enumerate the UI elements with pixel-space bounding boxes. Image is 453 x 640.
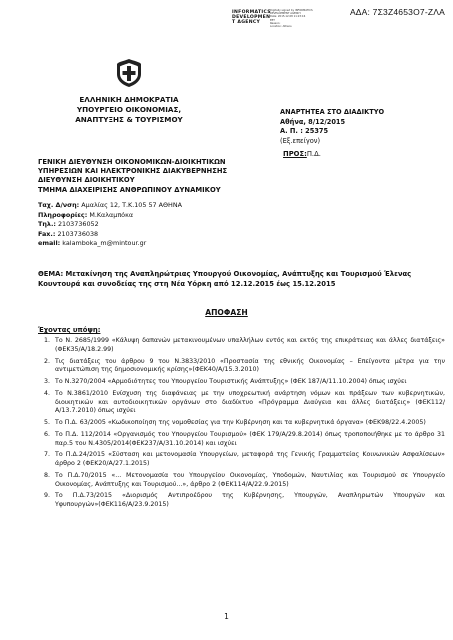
directorate-line: ΤΜΗΜΑ ΔΙΑΧΕΙΡΙΣΗΣ ΑΝΘΡΩΠΙΝΟΥ ΔΥΝΑΜΙΚΟΥ bbox=[38, 185, 221, 194]
signature-detail-line: Location: Athens bbox=[270, 25, 292, 29]
email-label: email: bbox=[38, 239, 61, 248]
list-item: 9. Το Π.Δ.73/2015 «Διορισμός Αντιπροέδρου της Κυβέρνησης, Υπουργών, Αναπληρωτών Υπουργών και Υφυπουργών»(ΦΕΚ116/Α/23.9.2015) bbox=[52, 492, 445, 510]
contact-details bbox=[38, 201, 182, 249]
list-item: 3. Το Ν.3270/2004 «Αρμοδιότητες του Υπουργείου Τουριστικής Ανάπτυξης» (ΦΕΚ 187/Α/11.10.2004) όπως ισχύει bbox=[52, 378, 445, 387]
list-item: 7. Το Π.Δ.24/2015 «Σύσταση και μετονομασία Υπουργείων, μεταφορά της Γενικής Γραμματείας Κοινωνικών Ασφαλίσεων» άρθρο 2 (ΦΕΚ20/Α/27.1.2015) bbox=[52, 451, 445, 469]
signature-label-line: INFORMATICS bbox=[232, 10, 271, 15]
digital-signature-details bbox=[270, 9, 314, 28]
list-item: 8. Το Π.Δ.70/2015 «... Μετονομασία του Υπουργείου Οικονομίας, Υποδομών, Ναυτιλίας και Τουρισμού σε Υπουργείο Οικονομίας, Ανάπτυξης και Τουρισμού...», άρθρο 2 (ΦΕΚ114/Α/22.9.2015) bbox=[52, 472, 445, 490]
phone-row bbox=[38, 220, 182, 230]
info-label: Πληροφορίες: bbox=[38, 210, 88, 219]
list-item: 2. Τις διατάξεις του άρθρου 9 του Ν.3833/2010 «Προστασία της εθνικής Οικονομίας – Επείγοντα μέτρα για την αντιμετώπιση της δημοσιονομικής κρίσης»(ΦΕΚ40/Α/15.3.2010) bbox=[52, 358, 445, 376]
subject: ΘΕΜΑ: Μετακίνηση της Αναπληρώτριας Υπουργού Οικονομίας, Ανάπτυξης και Τουρισμού Έλενας Κουντουρά και συνοδείας της στη Νέα Υόρκη από 12.12.2015 έως 15.12.2015 bbox=[38, 270, 412, 288]
digital-signature-label bbox=[232, 10, 271, 26]
ada-code: ΑΔΑ: 7Σ3Ζ4653Ο7-ΖΛΑ bbox=[349, 7, 445, 17]
signature-detail-line: Date: 2015.12.08 11:23:16 bbox=[270, 15, 306, 19]
fax-row bbox=[38, 230, 182, 240]
page-number: 1 bbox=[224, 612, 229, 621]
ministry-line: ΕΛΛΗΝΙΚΗ ΔΗΜΟΚΡΑΤΙΑ bbox=[79, 95, 179, 104]
list-item: 5. Το Π.Δ. 63/2005 «Κωδικοποίηση της νομοθεσίας για την Κυβέρνηση και τα κυβερνητικά όργανα» (ΦΕΚ98/22.4.2005) bbox=[52, 419, 445, 428]
list-item: 6. Το Π.Δ. 112/2014 «Οργανισμός του Υπουργείου Τουρισμού» (ΦΕΚ 179/Α/29.8.2014) όπως τροποποιήθηκε με το άρθρο 31 παρ.5 του Ν.4305/2014(ΦΕΚ237/Α/31.10.2014) και ισχύει bbox=[52, 431, 445, 449]
address-row bbox=[38, 201, 182, 211]
greek-coat-of-arms-icon bbox=[114, 58, 144, 88]
signature-detail-line: EET bbox=[270, 18, 275, 22]
signature-label-line: DEVELOPMEN bbox=[232, 15, 271, 21]
directorate-header bbox=[38, 158, 227, 195]
ministry-line: ΑΝΑΠΤΥΞΗΣ & ΤΟΥΡΙΣΜΟΥ bbox=[75, 114, 183, 124]
signature-detail-line: Digitally signed by INFORMATICS bbox=[270, 9, 313, 12]
email-row bbox=[38, 239, 182, 249]
document-metadata bbox=[280, 108, 384, 146]
info-value: Μ.Καλαμπόκα bbox=[89, 210, 134, 219]
email-value: kalamboka_m@mintour.gr bbox=[62, 239, 147, 248]
address-label: Ταχ. Δ/νση: bbox=[38, 201, 80, 209]
address-value: Αμαλίας 12, Τ.Κ.105 57 ΑΘΗΝΑ bbox=[81, 201, 182, 209]
list-item: 4. Το Ν.3861/2010 Ενίσχυση της διαφάνειας με την υποχρεωτική ανάρτηση νόμων και πράξεων των κυβερνητικών, διοικητικών και αυτοδιοικητικών οργάνων στο διαδίκτυο «Πρόγραμμα Διαύγεια και άλλες διατάξεις» (ΦΕΚ112/Α/13.7.2010) όπως ισχύει bbox=[52, 390, 445, 417]
having-seen-heading: Έχοντας υπόψη: bbox=[38, 326, 101, 334]
phone-label: Τηλ.: bbox=[38, 220, 56, 229]
posting-notice: ΑΝΑΡΤΗΤΕΑ ΣΤΟ ΔΙΑΔΙΚΤΥΟ bbox=[280, 108, 385, 116]
info-row bbox=[38, 211, 182, 221]
fax-label: Fax.: bbox=[38, 229, 56, 238]
list-item: 1. Το Ν. 2685/1999 «Κάλυψη δαπανών μετακινουμένων υπαλλήλων εντός και εκτός της επικράτειας και άλλες διατάξεις» (ΦΕΚ35/Α/18.2.99) bbox=[52, 337, 445, 355]
signature-detail-line: DEVELOPMENT AGENCY bbox=[270, 12, 301, 16]
recipient bbox=[283, 150, 321, 158]
ministry-header bbox=[40, 95, 218, 124]
fax-value: 2103736038 bbox=[57, 229, 99, 238]
ministry-line: ΥΠΟΥΡΓΕΙΟ ΟΙΚΟΝΟΜΙΑΣ, bbox=[76, 104, 182, 114]
urgency-note: (Εξ.επείγον) bbox=[280, 136, 321, 145]
directorate-line: ΓΕΝΙΚΗ ΔΙΕΥΘΥΝΣΗ ΟΙΚΟΝΟΜΙΚΩΝ-ΔΙΟΙΚΗΤΙΚΩΝ bbox=[38, 158, 226, 166]
directorate-line: ΥΠΗΡΕΣΙΩΝ ΚΑΙ ΗΛΕΚΤΡΟΝΙΚΗΣ ΔΙΑΚΥΒΕΡΝΗΣΗΣ bbox=[38, 167, 228, 176]
recipient-label: ΠΡΟΣ: bbox=[283, 150, 307, 158]
document-date: Αθήνα, 8/12/2015 bbox=[280, 117, 346, 126]
phone-value: 2103736052 bbox=[57, 220, 99, 229]
protocol-number: Α. Π. : 25375 bbox=[280, 127, 329, 136]
signature-detail-line: Reason: bbox=[270, 21, 281, 25]
recipient-value: Π.Δ. bbox=[306, 150, 321, 158]
directorate-line: ΔΙΕΥΘΥΝΣΗ ΔΙΟΙΚΗΤΙΚΟΥ bbox=[38, 176, 135, 185]
signature-label-line: T AGENCY bbox=[232, 20, 261, 26]
decision-title: ΑΠΟΦΑΣΗ bbox=[205, 308, 248, 317]
legal-references-list bbox=[32, 337, 445, 513]
